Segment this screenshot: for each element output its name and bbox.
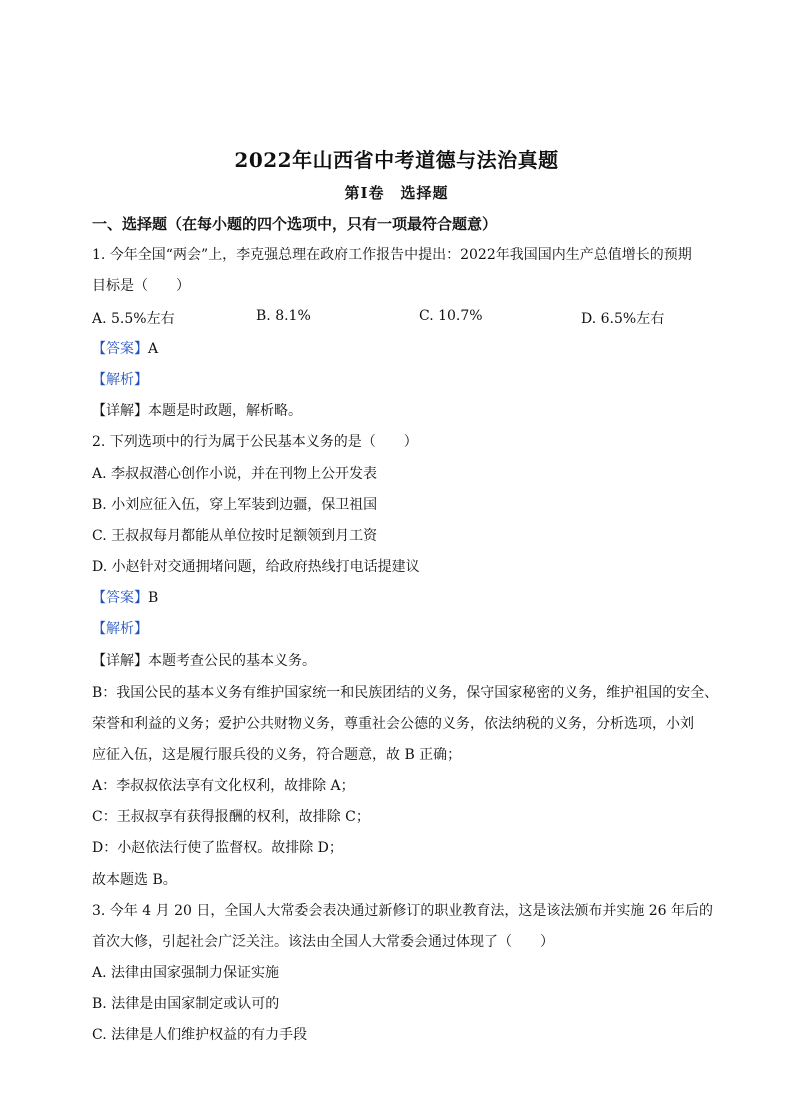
detail-tag: 【详解】 [92, 653, 148, 669]
q2-detail [92, 651, 316, 671]
q2-explanation-line-2: 荣誉和利益的义务；爱护公共财物义务，尊重社会公德的义务，依法纳税的义务，分析选项，小刘 [92, 716, 694, 732]
detail-text: 本题是时政题，解析略。 [148, 403, 302, 419]
q1-detail [92, 401, 302, 421]
q1-option-b: B. 8.1% [256, 308, 311, 324]
q2-explanation-line-5: C：王叔叔享有获得报酬的权利，故排除 C； [92, 809, 370, 825]
q2-answer [92, 588, 158, 608]
q2-explanation-line-4: A：李叔叔依法享有文化权利，故排除 A； [92, 778, 355, 794]
q2-option-c: C. 王叔叔每月都能从单位按时足额领到月工资 [92, 528, 378, 544]
q1-analysis-tag: 【解析】 [92, 372, 148, 388]
q3-option-c: C. 法律是人们维护权益的有力手段 [92, 1027, 308, 1043]
q2-conclusion: 故本题选 B。 [92, 872, 177, 888]
q2-option-d: D. 小赵针对交通拥堵问题，给政府热线打电话提建议 [92, 559, 420, 575]
detail-tag: 【详解】 [92, 403, 148, 419]
section-heading: 一、选择题（在每小题的四个选项中，只有一项最符合题意） [92, 215, 498, 233]
q3-stem-line-2: 首次大修，引起社会广泛关注。该法由全国人大常委会通过体现了（ ） [92, 934, 554, 950]
page-title: 2022年山西省中考道德与法治真题 [234, 148, 559, 172]
part-title: 第Ⅰ卷 选择题 [344, 184, 449, 202]
answer-tag: 【答案】 [92, 590, 148, 606]
q3-stem-line-1: 3. 今年 4 月 20 日，全国人大常委会表决通过新修订的职业教育法，这是该法颁布并实施 26 年后的 [92, 903, 714, 919]
q1-option-d: D. 6.5%左右 [581, 311, 665, 327]
q3-option-b: B. 法律是由国家制定或认可的 [92, 996, 280, 1012]
q2-option-b: B. 小刘应征入伍，穿上军装到边疆，保卫祖国 [92, 497, 378, 513]
q3-option-a: A. 法律由国家强制力保证实施 [92, 965, 280, 981]
q2-explanation-line-6: D：小赵依法行使了监督权。故排除 D； [92, 840, 343, 856]
q2-stem: 2. 下列选项中的行为属于公民基本义务的是（ ） [92, 434, 418, 450]
q2-explanation-line-1: B：我国公民的基本义务有维护国家统一和民族团结的义务，保守国家秘密的义务，维护祖国的安全、 [92, 685, 719, 701]
q1-option-a: A. 5.5%左右 [92, 311, 175, 327]
q1-stem-line-1: 1. 今年全国“两会”上，李克强总理在政府工作报告中提出：2022年我国国内生产总值增长的预期 [92, 247, 692, 263]
q1-stem-line-2: 目标是（ ） [92, 278, 190, 294]
q2-option-a: A. 李叔叔潜心创作小说，并在刊物上公开发表 [92, 466, 378, 482]
answer-tag: 【答案】 [92, 341, 148, 357]
detail-text: 本题考查公民的基本义务。 [148, 653, 316, 669]
answer-value: B [148, 590, 159, 606]
q2-explanation-line-3: 应征入伍，这是履行服兵役的义务，符合题意，故 B 正确； [92, 747, 462, 763]
q2-analysis-tag: 【解析】 [92, 621, 148, 637]
answer-value: A [148, 341, 159, 357]
q1-option-c: C. 10.7% [419, 308, 483, 324]
q1-answer [92, 339, 158, 359]
